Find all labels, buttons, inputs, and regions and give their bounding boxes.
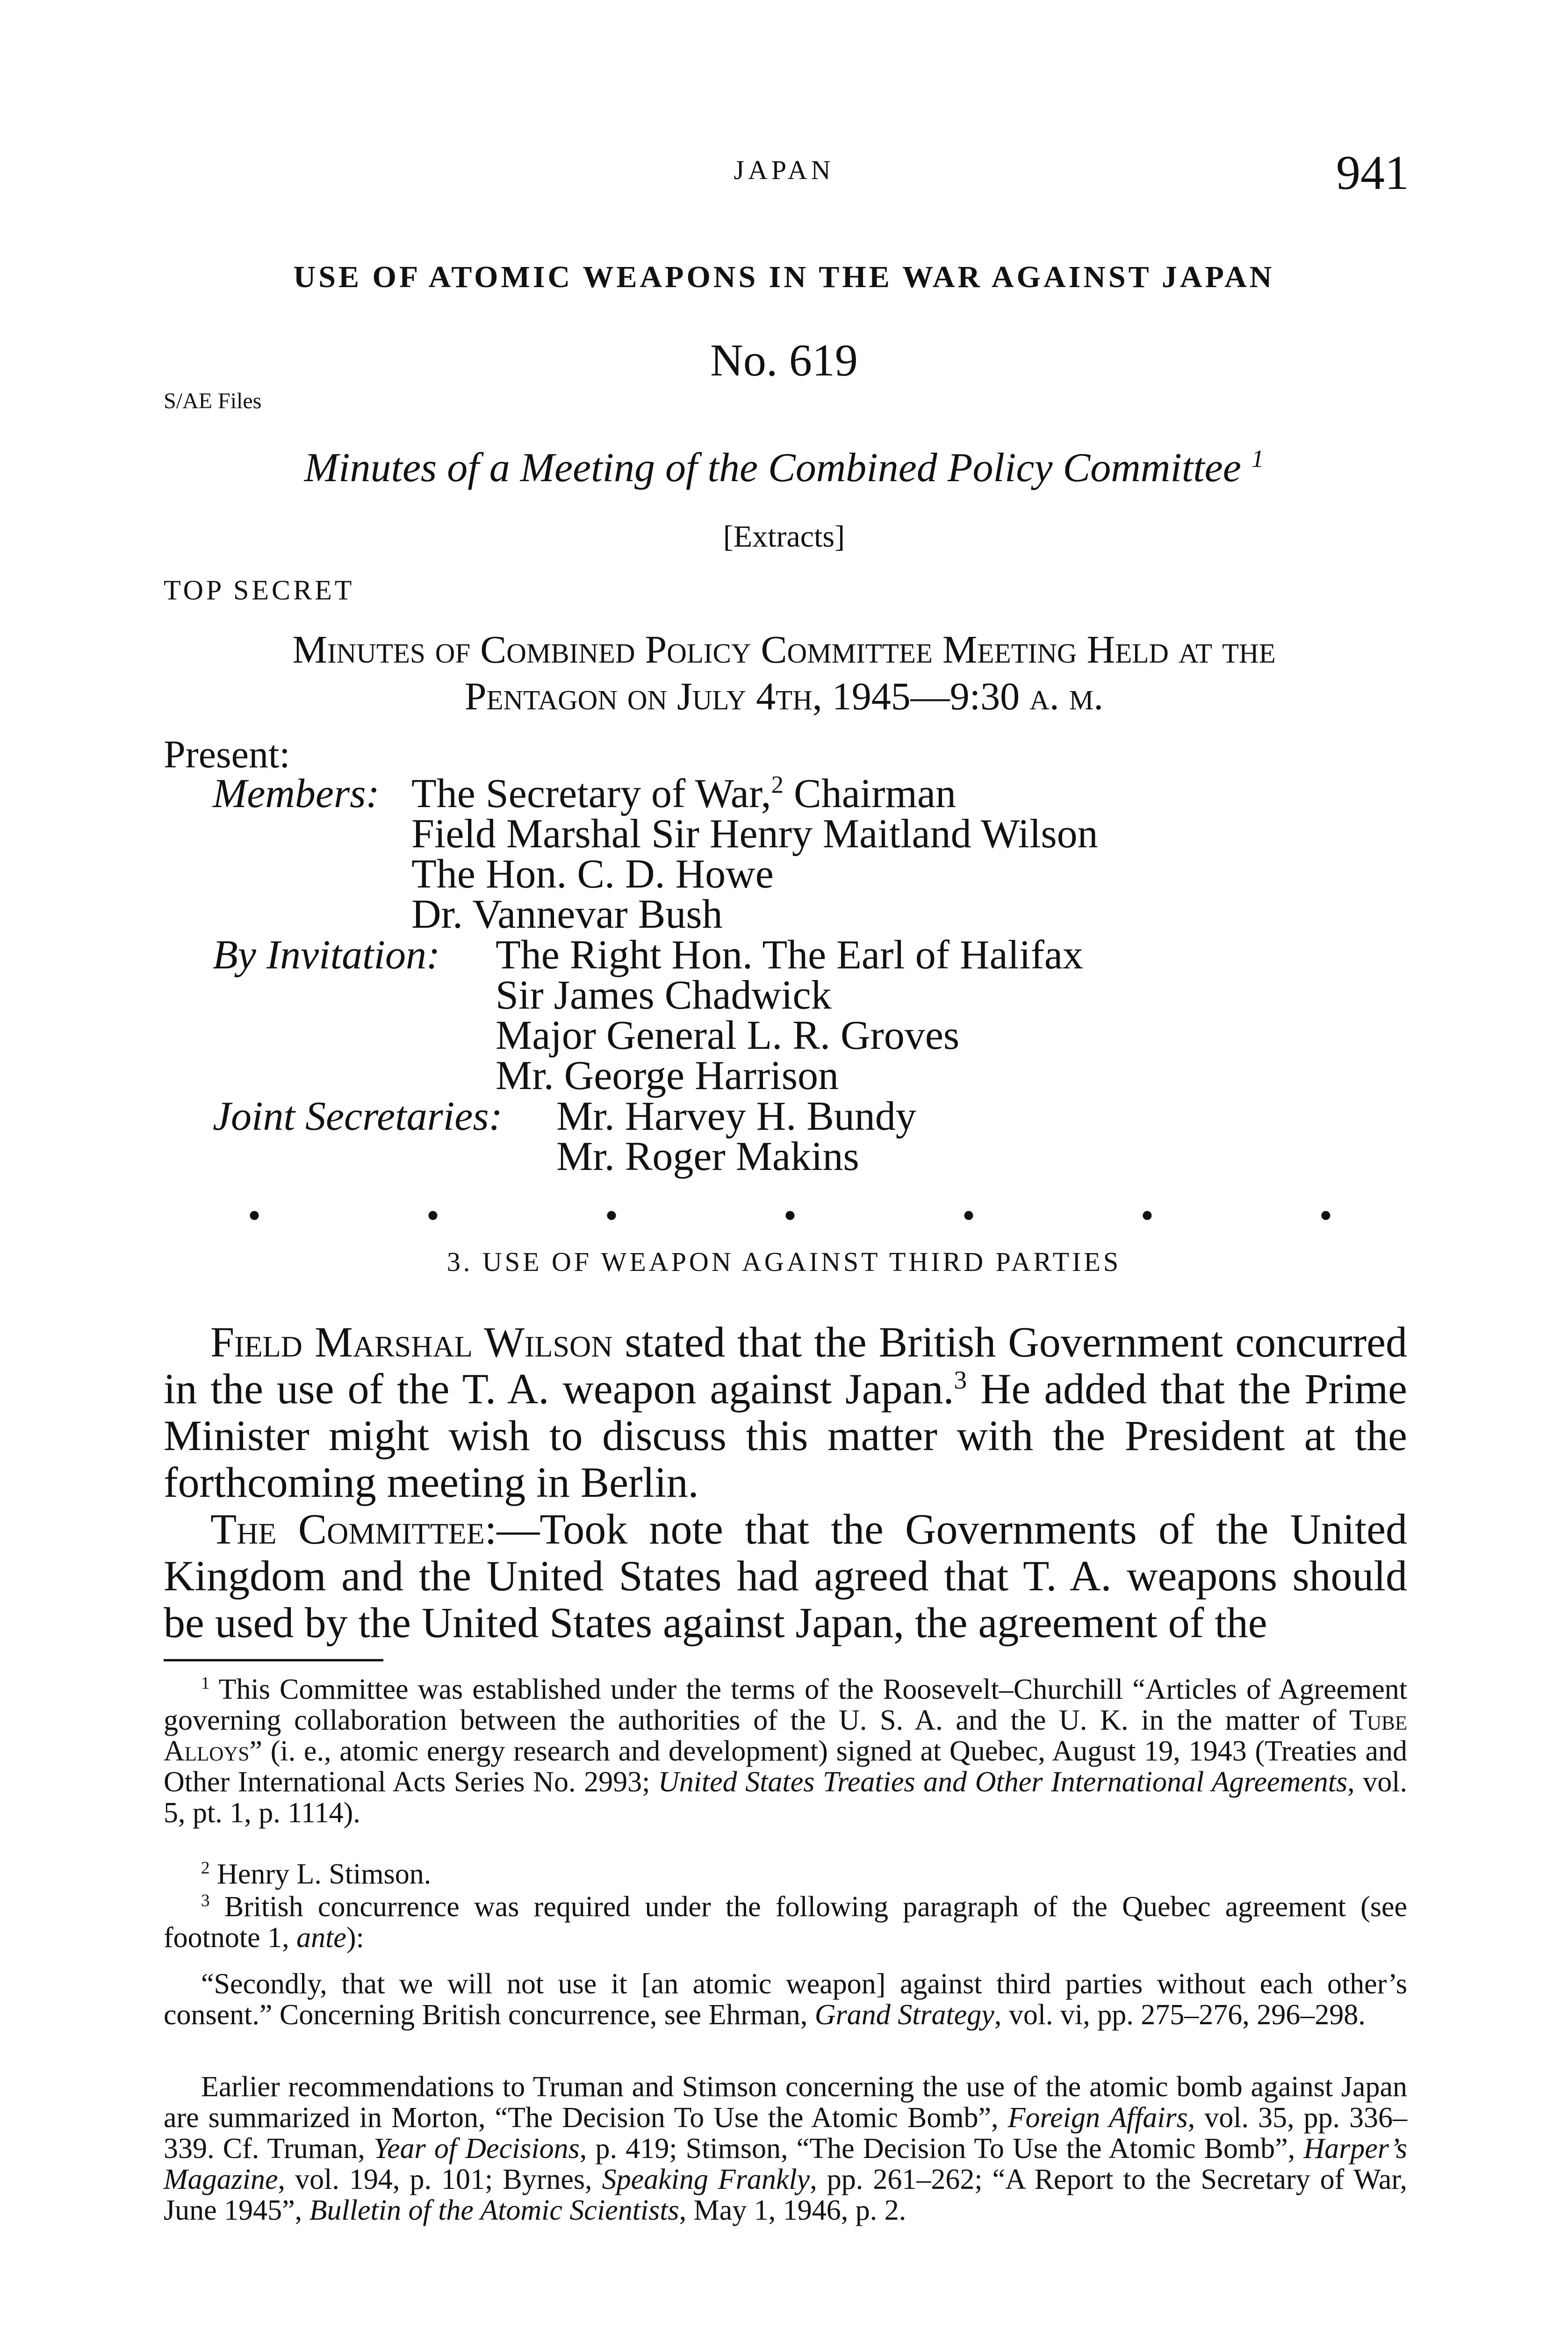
- footnote-marker: 3: [201, 1891, 210, 1911]
- minutes-heading: [0, 627, 1568, 720]
- footnote-citation: Year of Decisions: [374, 2133, 580, 2165]
- ellipsis-dot: •: [783, 1195, 797, 1236]
- section-heading: 3. USE OF WEAPON AGAINST THIRD PARTIES: [446, 1247, 1122, 1277]
- footnote-text: , vol. 35, pp. 336–339. Cf. Truman,: [164, 2102, 1407, 2165]
- footnote-text: , vol. vi, pp. 275–276, 296–298.: [994, 1999, 1366, 2031]
- classification: TOP SECRET: [164, 575, 355, 606]
- footnote-text: “Secondly, that we will not use it [an atomic weapon] against third parties without each other’s consent.” Concerning British concurrence, see Ehrman,: [164, 1968, 1407, 2031]
- secretaries-list: [556, 1094, 916, 1179]
- secretary: Mr. Roger Makins: [556, 1134, 859, 1179]
- footnote-citation: Foreign Affairs: [1007, 2102, 1188, 2134]
- member: The Hon. C. D. Howe: [411, 851, 774, 897]
- footnote-text: Tube Alloys: [164, 1704, 1407, 1767]
- section-title: USE OF ATOMIC WEAPONS IN THE WAR AGAINST JAPAN: [293, 260, 1275, 294]
- footnote-text: Earlier recommendations to Truman and Stimson concerning the use of the atomic bomb against Japan are summarized in Morton, “The Decision To Use the Atomic Bomb”,: [164, 2071, 1407, 2134]
- footnote-text: ante: [296, 1922, 346, 1954]
- member-role: Chairman: [784, 771, 957, 816]
- footnote-text: ” (i. e., atomic energy research and development) signed at Quebec, August 19, 1943 (Treaties and Other International Acts Series No. 2993;: [164, 1735, 1407, 1798]
- paragraph-text: He added that the Prime Minister might wish to discuss this matter with the President at the forthcoming meeting in Berlin.: [164, 1365, 1407, 1506]
- ellipsis-dot: •: [962, 1195, 975, 1236]
- footnote-text: This Committee was established under the terms of the Roosevelt–Churchill “Articles of Agreement governing collaboration between the authorities of the U. S. A. and the U. K. in the matter of: [164, 1674, 1407, 1736]
- minutes-heading-line1: Minutes of Combined Policy Committee Meeting Held at the: [292, 628, 1276, 671]
- page-number: 941: [1336, 146, 1409, 200]
- minutes-heading-line2: Pentagon on July 4th, 1945—9:30 a. m.: [464, 675, 1104, 718]
- paragraph-committee: [164, 1506, 1407, 1646]
- paragraph-text: :—Took note that the Governments of the United Kingdom and the United States had agreed that T. A. weapons should be used by the United States against Japan, the agreement of the: [164, 1505, 1408, 1646]
- extracts-label: [Extracts]: [723, 520, 845, 554]
- secretaries-label: Joint Secretaries:: [213, 1094, 503, 1139]
- footnote-3-earlier: [164, 2071, 1407, 2226]
- footnote-3-quote: [164, 1969, 1407, 2030]
- footnote-ref-2: 2: [771, 771, 784, 799]
- invitation-label: By Invitation:: [213, 932, 440, 978]
- footnote-ref-3: 3: [954, 1365, 967, 1394]
- ellipsis-dot: •: [426, 1195, 439, 1236]
- footnote-text: British concurrence was required under the following paragraph of the Quebec agreement (see footnote 1,: [164, 1891, 1407, 1954]
- file-label: S/AE Files: [164, 389, 262, 413]
- document-number: No. 619: [710, 335, 858, 386]
- paragraph-wilson: [164, 1319, 1407, 1506]
- ellipsis-row: [248, 1195, 1332, 1237]
- footnote-text: Henry L. Stimson.: [209, 1858, 432, 1890]
- footnote-marker: 2: [201, 1858, 210, 1878]
- footnote-citation: Harper’s Magazine: [164, 2133, 1407, 2195]
- invited-list: [496, 932, 1083, 1098]
- footnote-text: ):: [346, 1922, 364, 1954]
- ellipsis-dot: •: [248, 1195, 261, 1236]
- ellipsis-dot: •: [1140, 1195, 1154, 1236]
- speaker-name: The Committee: [210, 1505, 485, 1553]
- footnote-text: , p. 419; Stimson, “The Decision To Use the Atomic Bomb”,: [579, 2133, 1304, 2165]
- footnote-rule: [164, 1659, 383, 1661]
- secretary: Mr. Harvey H. Bundy: [556, 1094, 916, 1139]
- footnote-ref-1: 1: [1251, 445, 1264, 473]
- footnote-citation: Speaking Frankly: [602, 2164, 810, 2195]
- invitee: Major General L. R. Groves: [496, 1013, 960, 1058]
- invitee: The Right Hon. The Earl of Halifax: [496, 932, 1083, 978]
- ellipsis-dot: •: [1319, 1195, 1332, 1236]
- member: [411, 771, 1098, 816]
- footnote-2: [164, 1859, 1407, 1890]
- present-label: Present:: [164, 733, 290, 776]
- ellipsis-dot: •: [604, 1195, 618, 1236]
- footnote-citation: Bulletin of the Atomic Scientists: [309, 2194, 679, 2226]
- footnote-citation: United States Treaties and Other International Agreements: [658, 1766, 1348, 1798]
- footnote-text: , May 1, 1946, p. 2.: [679, 2194, 906, 2226]
- footnote-citation: Grand Strategy: [814, 1999, 994, 2031]
- footnote-3: [164, 1891, 1407, 1953]
- members-label: Members:: [213, 771, 380, 816]
- footnote-text: , vol. 194, p. 101; Byrnes,: [278, 2164, 602, 2195]
- footnote-text: , pp. 261–262; “A Report to the Secretary of War, June 1945”,: [164, 2164, 1407, 2226]
- running-head: JAPAN: [734, 155, 834, 185]
- footnote-text: , vol. 5, pt. 1, p. 1114).: [164, 1766, 1407, 1829]
- invitee: Sir James Chadwick: [496, 973, 832, 1018]
- member: Field Marshal Sir Henry Maitland Wilson: [411, 811, 1098, 857]
- document-title: [0, 444, 1568, 491]
- member-list: [411, 771, 1098, 937]
- document-title-text: Minutes of a Meeting of the Combined Policy Committee: [304, 445, 1241, 491]
- member-name: The Secretary of War,: [411, 771, 771, 816]
- paragraph-text: stated that the British Government concurred in the use of the T. A. weapon against Japan.: [164, 1318, 1407, 1413]
- footnote-marker: 1: [201, 1674, 210, 1693]
- speaker-name: Field Marshal Wilson: [210, 1318, 613, 1366]
- footnote-1: [164, 1674, 1407, 1828]
- member: Dr. Vannevar Bush: [411, 892, 723, 937]
- invitee: Mr. George Harrison: [496, 1053, 839, 1098]
